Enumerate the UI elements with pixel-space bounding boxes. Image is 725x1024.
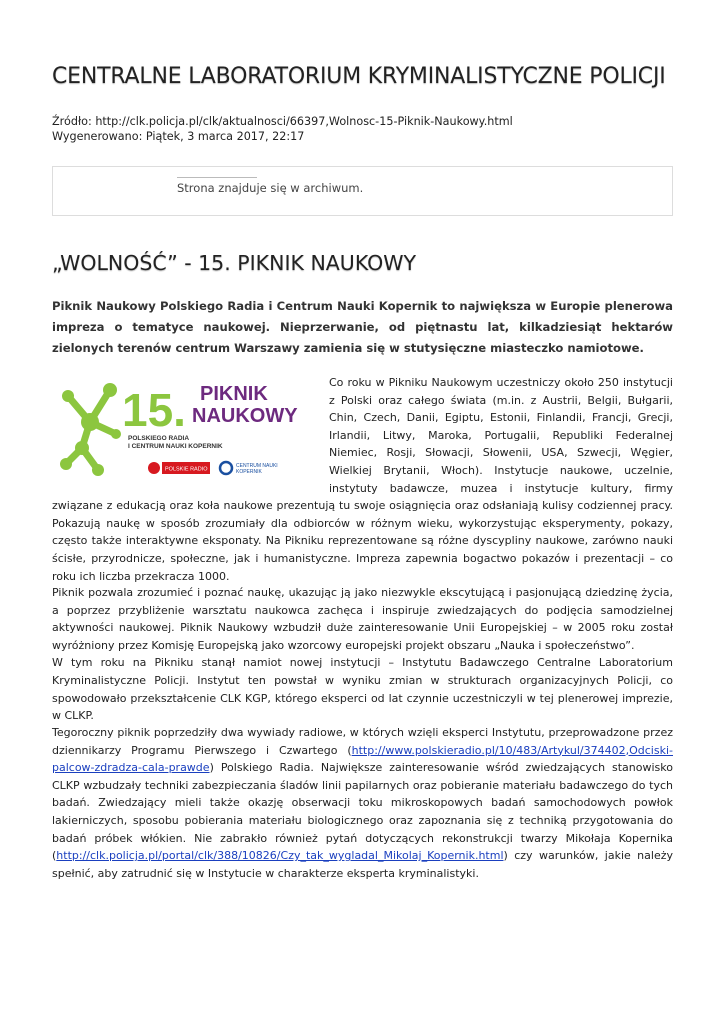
site-title: CENTRALNE LABORATORIUM KRYMINALISTYCZNE POLICJI [52,64,666,89]
kopernik-icon [220,462,232,474]
generated-line: Wygenerowano: Piątek, 3 marca 2017, 22:17 [52,130,305,143]
logo-word1: PIKNIK [200,383,268,405]
logo-badge1: POLSKIE RADIO [165,466,208,473]
logo-badge2a: CENTRUM NAUKI [236,463,278,469]
kopernik-article-link[interactable]: http://clk.policja.pl/portal/clk/388/10826/Czy_tak_wygladal_Mikolaj_Kopernik.html [56,849,504,863]
logo-number: 15. [122,384,186,436]
meta-info [52,114,513,144]
archive-notice-box [52,166,673,216]
piknik-logo-icon [52,374,327,486]
article-body-intro [52,374,673,585]
logo-word2: NAUKOWY [192,405,298,427]
article-title: „WOLNOŚĆ” - 15. PIKNIK NAUKOWY [52,251,417,275]
polskieradio-link[interactable]: http://www.polskieradio.pl/10/483/Artykul/374402,Odciski-palcow-zdradza-cala-prawde [52,743,673,775]
paragraph-1: Co roku w Pikniku Naukowym uczestniczy około 250 instytucji z Polski oraz całego świata (m.in. z Austrii, Belgii, Bułgarii, Chin, Czech, Danii, Egiptu, Estonii, Finlandii, Francji, Grecji, Irlandii, Litwy, Maroka, Portugalii, Republiki Federalnej Niemiec, Rosji, Słowacji, Słowenii, USA, Szwecji, Węgier, Wielkiej Brytanii, Włoch). Instytucje naukowe, uczelnie, instytuty badawcze, muzea i instytucje kultury, firmy związane z edukacją oraz koła naukowe prezentują tu swoje osiągnięcia oraz odsłaniają kulisy codziennej pracy. Pokazują naukę w sposób zrozumiały dla odbiorców w różnym wieku, wykorzystując eksperymenty, pokazy, często także interaktywne eksponaty. Na Pikniku reprezentowane są różne dyscypliny naukowe, zarówno nauki ścisłe, przyrodnicze, społeczne, jak i humanistyczne. Impreza zapewnia bogactwo pokazów i prezentacji – co roku ich liczba przekracza 1000. [52,376,673,583]
paragraph-4c: ) czy warunków, jakie należy spełnić, aby zatrudnić się w Instytucie w charakterze eksperta kryminalistyki. [52,849,673,880]
paragraph-4a: Tegoroczny piknik poprzedziły dwa wywiady radiowe, w których wzięli eksperci Instytutu, przeprowadzone przez dziennikarzy Programu Pierwszego i Czwartego ( [52,726,673,757]
polskie-radio-icon [148,462,160,474]
article-lead: Piknik Naukowy Polskiego Radia i Centrum Nauki Kopernik to największa w Europie plenerowa impreza o tematyce naukowej. Nieprzerwanie, od piętnastu lat, kilkadziesiąt hektarów zielonych terenów centrum Warszawy zamienia się w stutysięczne miasteczko namiotowe. [52,299,673,355]
paragraph-2-text: Piknik pozwala zrozumieć i poznać naukę, ukazując ją jako niezwykle ekscytującą i pasjonującą dziedzinę życia, a poprzez przybliżenie warsztatu naukowca zachęca i inspiruje zwiedzających do podjęcia samodzielnej aktywności naukowej. Piknik Naukowy wzbudził duże zainteresowanie Unii Europejskiej – w 2005 roku został wyróżniony przez Komisję Europejską jako wzorcowy europejski projekt obszaru „Nauka i społeczeństwo”. [52,586,673,652]
source-line: Źródło: http://clk.policja.pl/clk/aktualnosci/66397,Wolnosc-15-Piknik-Naukowy.html [52,115,513,128]
paragraph-2 [52,584,673,725]
archive-notice: Strona znajduje się w archiwum. [177,181,364,195]
paragraph-4 [52,724,673,882]
archive-divider [177,177,257,178]
paragraph-4b: ) Polskiego Radia. Największe zainteresowanie wśród zwiedzających stanowisko CLKP wzbudzały techniki zabezpieczania śladów linii papilarnych oraz pobieranie materiału badawczego do tych badań. Zwiedzający mieli także okazję obserwacji toku mikroskopowych badań samochodowych powłok lakierniczych, sposobu pobierania materiału biologicznego oraz zapoznania się z techniką przygotowania do badań próbek włókien. Nie zabrakło również pytań dotyczących rekonstrukcji twarzy Mikołaja Kopernika ( [52,761,673,863]
logo-sub2: I CENTRUM NAUKI KOPERNIK [128,443,223,450]
paragraph-3-text: W tym roku na Pikniku stanął namiot nowej instytucji – Instytutu Badawczego Centralne Laboratorium Kryminalistyczne Policji. Instytut ten powstał w wyniku zmian w strukturach organizacyjnych Policji, co spowodowało przekształcenie CLK KGP, którego eksperci od lat czynnie uczestniczyli w tej plenerowej imprezie, w CLKP. [52,656,673,723]
logo-badge2b: KOPERNIK [236,469,262,475]
logo-sub1: POLSKIEGO RADIA [128,435,190,442]
logo-image [52,374,329,494]
